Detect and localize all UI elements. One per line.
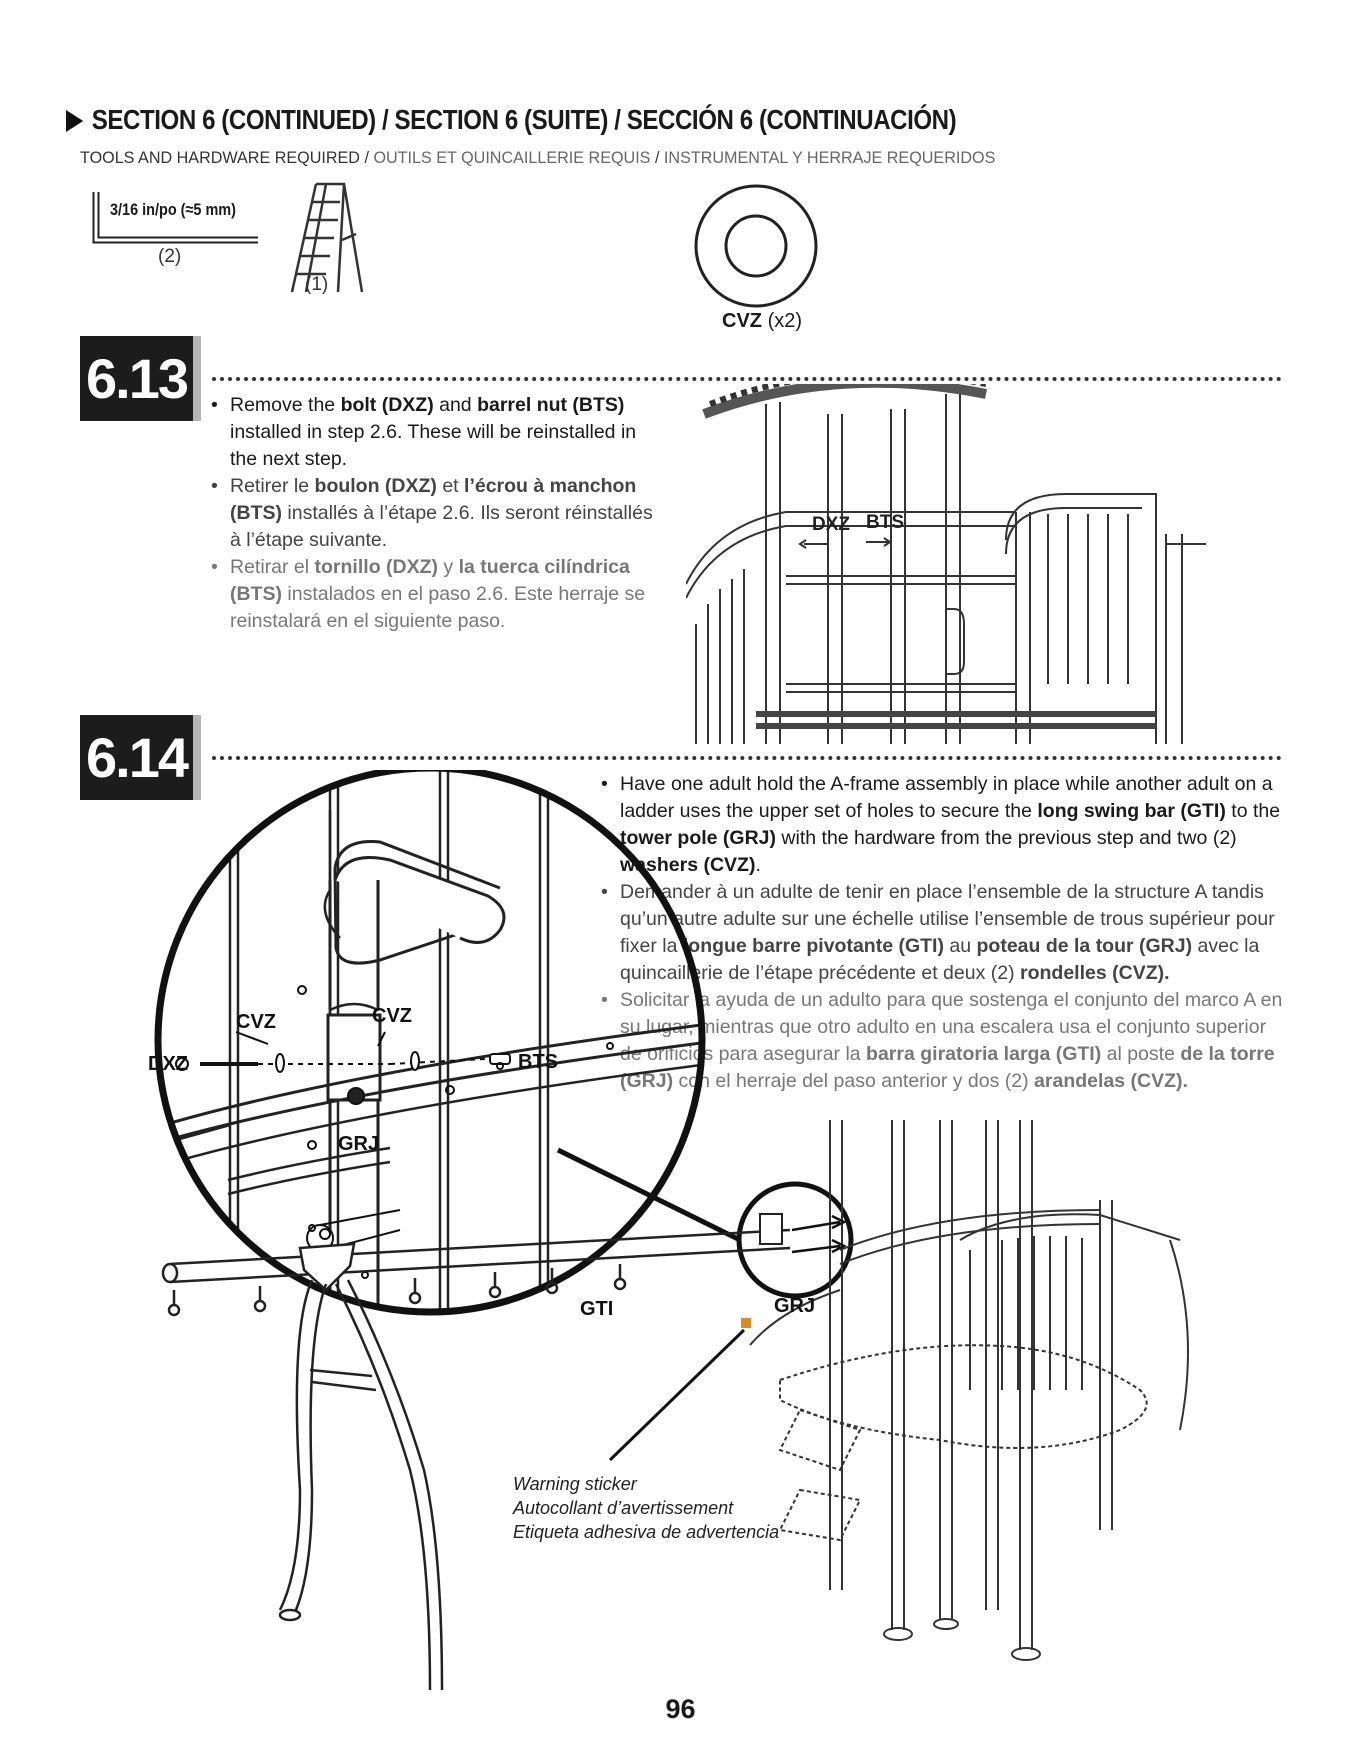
washer-caption: CVZ (x2) xyxy=(722,310,803,332)
step-number-6-14: 6.14 xyxy=(80,715,193,800)
zoom-label-bts: BTS xyxy=(518,1051,558,1073)
step-6-13-illustration xyxy=(686,384,1206,744)
instruction-es: • Solicitar la ayuda de un adulto para que sostenga el conjunto del marco A en su lugar, mientras que otro adulto en una escalera usa el conjunto superior de orificios para asegurar la barra giratoria larga (GTI) al poste de la torre (GRJ) con el herraje del paso anterior y dos (2) arandelas (CVZ). xyxy=(598,987,1283,1095)
warning-sticker-caption: Warning sticker Autocollant d’avertissement Etiqueta adhesiva de advertencia xyxy=(513,1474,780,1542)
instruction-en: • Have one adult hold the A-frame assembly in place while another adult on a ladder uses the upper set of holes to secure the long swing bar (GTI) to the tower pole (GRJ) with the hardware from the previous step and two (2) washers (CVZ). xyxy=(598,771,1283,879)
zoom-label-dxz: DXZ xyxy=(148,1053,188,1075)
label-grj: GRJ xyxy=(774,1295,816,1317)
instruction-es: • Retirar el tornillo (DXZ) y la tuerca cilíndrica (BTS) instalados en el paso 2.6. Este herraje se reinstalará en el siguiente paso. xyxy=(208,554,668,635)
ladder-qty: (1) xyxy=(305,274,329,295)
label-gti: GTI xyxy=(580,1298,614,1320)
step-number-shadow xyxy=(193,336,201,421)
hex-key-icon xyxy=(88,190,268,250)
hex-key-label: 3/16 in/po (≈5 mm) xyxy=(110,200,236,219)
zoom-label-grj: GRJ xyxy=(338,1133,380,1155)
zoom-label-cvz-left: CVZ xyxy=(236,1011,276,1033)
tools-required-line: TOOLS AND HARDWARE REQUIRED / OUTILS ET QUINCAILLERIE REQUIS / INSTRUMENTAL Y HERRAJE REQUERIDOS xyxy=(80,148,996,167)
warning-sticker-marker xyxy=(741,1318,751,1328)
zoom-label-cvz-right: CVZ xyxy=(372,1005,412,1027)
dotted-separator xyxy=(212,377,1282,381)
label-dxz-613: DXZ xyxy=(812,514,850,535)
triangle-bullet-icon xyxy=(66,110,83,132)
washer-icon xyxy=(692,182,820,310)
label-bts-613: BTS xyxy=(866,512,904,533)
step-number-6-13: 6.13 xyxy=(80,336,193,421)
step-6-13-instructions xyxy=(208,392,668,635)
step-6-14-illustration xyxy=(140,770,1320,1690)
dotted-separator xyxy=(212,756,1282,760)
hex-key-qty: (2) xyxy=(158,246,182,267)
ladder-icon xyxy=(286,180,376,296)
instruction-fr: • Demander à un adulte de tenir en place l’ensemble de la structure A tandis qu’un autre adulte sur une échelle utilise l’ensemble de trous supérieur pour fixer la longue barre pivotante (GTI) au poteau de la tour (GRJ) avec la quincaillerie de l’étape précédente et deux (2) rondelles (CVZ). xyxy=(598,879,1283,987)
section-title: SECTION 6 (CONTINUED) / SECTION 6 (SUITE) / SECCIÓN 6 (CONTINUACIÓN) xyxy=(66,104,956,136)
instruction-en: • Remove the bolt (DXZ) and barrel nut (BTS) installed in step 2.6. These will be reinstalled in the next step. xyxy=(208,392,668,473)
instruction-fr: • Retirer le boulon (DXZ) et l’écrou à manchon (BTS) installés à l’étape 2.6. Ils seront réinstallés à l’étape suivante. xyxy=(208,473,668,554)
page-number: 96 xyxy=(665,1694,696,1724)
